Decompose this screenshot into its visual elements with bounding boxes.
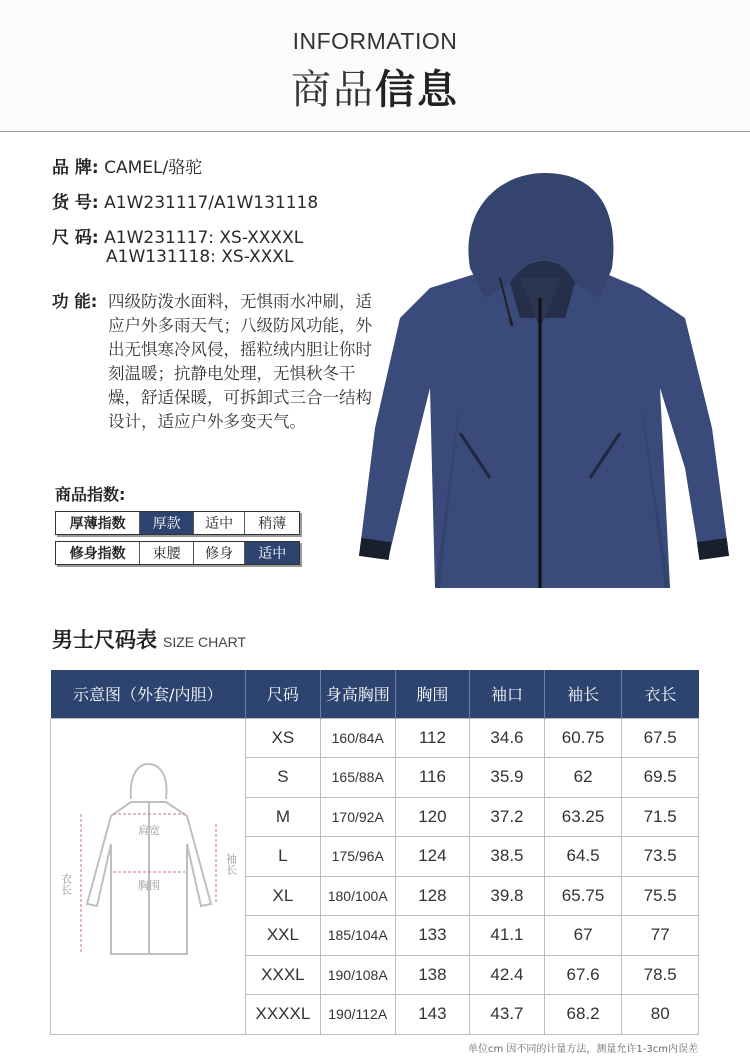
cell-height-chest: 190/108A bbox=[320, 955, 395, 995]
cell-length: 80 bbox=[622, 995, 699, 1035]
function-block bbox=[52, 290, 372, 434]
cell-cuff: 34.6 bbox=[470, 718, 545, 758]
cell-size: XL bbox=[246, 876, 321, 916]
cell-height-chest: 175/96A bbox=[320, 837, 395, 877]
cell-height-chest: 165/88A bbox=[320, 758, 395, 798]
thickness-index-name: 厚薄指数 bbox=[56, 512, 140, 534]
diagram-label-shoulder: 肩宽 bbox=[138, 823, 160, 837]
cell-cuff: 43.7 bbox=[470, 995, 545, 1035]
fit-option-waisted: 束腰 bbox=[140, 542, 194, 564]
size-row bbox=[52, 223, 303, 248]
cell-chest: 120 bbox=[395, 797, 470, 837]
cell-cuff: 41.1 bbox=[470, 916, 545, 956]
cell-chest: 143 bbox=[395, 995, 470, 1035]
cell-height-chest: 190/112A bbox=[320, 995, 395, 1035]
size-line-2: A1W131118: XS-XXXL bbox=[106, 247, 294, 267]
cell-length: 69.5 bbox=[622, 758, 699, 798]
fit-index-bar bbox=[55, 541, 300, 565]
cell-chest: 112 bbox=[395, 718, 470, 758]
cell-size: XS bbox=[246, 718, 321, 758]
cell-length: 67.5 bbox=[622, 718, 699, 758]
size-diagram-cell bbox=[51, 718, 246, 1034]
cell-chest: 124 bbox=[395, 837, 470, 877]
header-title-bold: 信息 bbox=[375, 67, 459, 113]
cell-sleeve: 63.25 bbox=[544, 797, 622, 837]
header-title-light: 商品 bbox=[291, 67, 375, 113]
cell-cuff: 38.5 bbox=[470, 837, 545, 877]
product-index-title: 商品指数: bbox=[55, 485, 126, 504]
cell-sleeve: 64.5 bbox=[544, 837, 622, 877]
cell-size: S bbox=[246, 758, 321, 798]
cell-size: XXL bbox=[246, 916, 321, 956]
cell-chest: 138 bbox=[395, 955, 470, 995]
fit-index-name: 修身指数 bbox=[56, 542, 140, 564]
header-height-chest: 身高胸围 bbox=[320, 670, 395, 718]
cell-sleeve: 62 bbox=[544, 758, 622, 798]
size-chart-title-en: SIZE CHART bbox=[163, 634, 246, 650]
cell-size: L bbox=[246, 837, 321, 877]
cell-height-chest: 170/92A bbox=[320, 797, 395, 837]
cell-length: 75.5 bbox=[622, 876, 699, 916]
header-banner bbox=[0, 0, 750, 132]
function-text: 四级防泼水面料，无惧雨水冲刷，适应户外多雨天气；八级防风功能，外出无惧寒冷风侵，摇粒绒内胆让你时刻温暖；抗静电处理，无惧秋冬干燥，舒适保暖，可拆卸式三合一结构设计，适应户外多变天气。 bbox=[108, 292, 372, 431]
size-label: 尺 码: bbox=[52, 228, 99, 248]
cell-length: 77 bbox=[622, 916, 699, 956]
cell-length: 73.5 bbox=[622, 837, 699, 877]
header-length: 衣长 bbox=[622, 670, 699, 718]
cell-sleeve: 67.6 bbox=[544, 955, 622, 995]
cell-chest: 133 bbox=[395, 916, 470, 956]
jacket-measurement-diagram bbox=[51, 754, 245, 994]
cell-cuff: 35.9 bbox=[470, 758, 545, 798]
cell-height-chest: 185/104A bbox=[320, 916, 395, 956]
cell-sleeve: 60.75 bbox=[544, 718, 622, 758]
size-chart-title-cn: 男士尺码表 bbox=[52, 628, 157, 652]
thickness-option-thick: 厚款 bbox=[140, 512, 194, 534]
brand-row bbox=[52, 153, 202, 178]
sku-label: 货 号: bbox=[52, 193, 99, 213]
cell-cuff: 37.2 bbox=[470, 797, 545, 837]
cell-length: 78.5 bbox=[622, 955, 699, 995]
cell-cuff: 42.4 bbox=[470, 955, 545, 995]
cell-size: XXXXL bbox=[246, 995, 321, 1035]
header-size: 尺码 bbox=[246, 670, 321, 718]
cell-chest: 116 bbox=[395, 758, 470, 798]
size-chart-title bbox=[52, 624, 246, 654]
diagram-label-sleeve: 袖长 bbox=[224, 852, 238, 875]
header-diagram: 示意图（外套/内胆） bbox=[51, 670, 246, 718]
table-header-row bbox=[51, 670, 699, 718]
thickness-option-medium: 适中 bbox=[194, 512, 246, 534]
fit-option-regular: 适中 bbox=[245, 542, 299, 564]
fit-option-slim: 修身 bbox=[194, 542, 246, 564]
cell-size: XXXL bbox=[246, 955, 321, 995]
size-chart-table bbox=[50, 670, 699, 1035]
function-label: 功 能: bbox=[52, 292, 98, 311]
cell-chest: 128 bbox=[395, 876, 470, 916]
sku-row bbox=[52, 188, 318, 213]
header-english-title: INFORMATION bbox=[292, 28, 458, 54]
table-row bbox=[51, 718, 699, 758]
thickness-index-bar bbox=[55, 511, 300, 535]
diagram-label-chest: 胸围 bbox=[138, 878, 160, 892]
sku-value: A1W231117/A1W131118 bbox=[104, 193, 319, 213]
thickness-option-thin: 稍薄 bbox=[258, 516, 287, 532]
brand-value: CAMEL/骆驼 bbox=[104, 158, 203, 178]
size-line-1: A1W231117: XS-XXXXL bbox=[104, 228, 304, 248]
brand-label: 品 牌: bbox=[52, 158, 99, 178]
jacket-product-image bbox=[340, 168, 740, 598]
size-row-2 bbox=[106, 247, 293, 267]
diagram-label-length: 衣长 bbox=[59, 872, 73, 895]
header-chest: 胸围 bbox=[395, 670, 470, 718]
cell-sleeve: 67 bbox=[544, 916, 622, 956]
cell-sleeve: 65.75 bbox=[544, 876, 622, 916]
header-cuff: 袖口 bbox=[470, 670, 545, 718]
cell-height-chest: 160/84A bbox=[320, 718, 395, 758]
header-chinese-title bbox=[0, 58, 750, 115]
cell-cuff: 39.8 bbox=[470, 876, 545, 916]
cell-sleeve: 68.2 bbox=[544, 995, 622, 1035]
cell-height-chest: 180/100A bbox=[320, 876, 395, 916]
cell-size: M bbox=[246, 797, 321, 837]
header-sleeve: 袖长 bbox=[544, 670, 622, 718]
cell-length: 71.5 bbox=[622, 797, 699, 837]
size-chart-footnote: 单位cm 因不同的计量方法，测量允许1-3cm内误差 bbox=[468, 1044, 698, 1055]
